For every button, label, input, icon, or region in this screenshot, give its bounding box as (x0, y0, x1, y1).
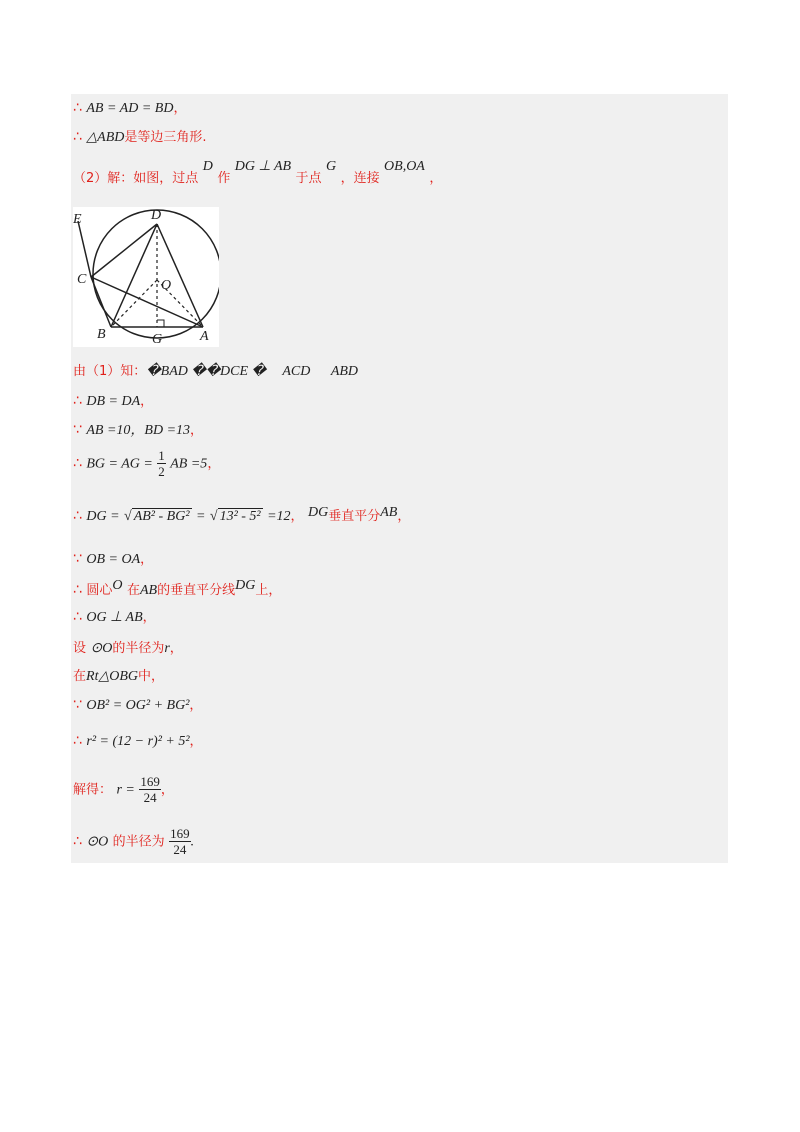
text: 垂直平分 (328, 509, 381, 524)
label-B: B (97, 327, 106, 342)
label-G: G (152, 332, 163, 347)
punct: ， (160, 782, 174, 798)
angle-label: ACD (282, 364, 311, 379)
text: 于点 (295, 171, 322, 186)
equation: r = (116, 782, 135, 798)
text: 的半径为 (112, 834, 165, 850)
triangle-label: △ABD (86, 130, 125, 145)
line-14 (73, 694, 202, 714)
label-C: C (77, 272, 87, 287)
garbled-equation: �BAD ��DCE � (146, 364, 266, 379)
numerator: 169 (140, 774, 160, 789)
punct: . (190, 834, 195, 850)
equation: =12 (267, 509, 291, 524)
circle-diagram (73, 207, 219, 347)
point-label: G (325, 159, 337, 174)
point-label: O (112, 578, 123, 593)
sqrt-sign: √ (209, 509, 218, 524)
text: 由（1）知： (73, 364, 147, 379)
text: 的半径为 (112, 641, 165, 656)
text: （2）解：如图，过点 (73, 171, 199, 186)
segment-DB (111, 224, 157, 327)
right-angle-mark (157, 320, 164, 327)
numerator: 1 (158, 448, 165, 463)
therefore-symbol: ∴ (73, 733, 82, 749)
punct: ， (207, 456, 221, 472)
line-2 (73, 126, 207, 146)
equation: AB = AD = BD (86, 101, 174, 116)
text: 中， (138, 669, 165, 684)
equation: AB =10，BD =13 (86, 423, 191, 438)
punct: ， (140, 394, 154, 409)
fraction-169-24 (139, 774, 161, 805)
punct: ， (189, 734, 203, 749)
text: ，连接 (340, 171, 380, 186)
label-O: O (161, 278, 172, 293)
label-A: A (200, 329, 209, 344)
fraction-169-24 (169, 826, 191, 857)
line-11 (73, 606, 156, 626)
therefore-symbol: ∴ (73, 582, 82, 598)
therefore-symbol: ∴ (73, 609, 82, 625)
equation: DG ⊥ AB (234, 159, 292, 174)
equation: OG ⊥ AB (86, 610, 143, 625)
punct: ， (397, 509, 411, 524)
segment-label: DG (235, 578, 256, 593)
line-9 (73, 548, 153, 568)
geometry-figure (73, 207, 219, 347)
circle-label: ⊙O (86, 834, 109, 850)
segment-CD (91, 224, 157, 277)
punct: ， (429, 171, 443, 186)
circle-label: ⊙O (90, 641, 113, 656)
because-symbol: ∵ (73, 422, 82, 438)
punct: ， (140, 552, 154, 567)
line-8 (73, 505, 410, 525)
therefore-symbol: ∴ (73, 100, 82, 116)
text: 的垂直平分线 (157, 583, 236, 598)
label-D: D (151, 208, 162, 223)
line-17 (73, 826, 194, 857)
therefore-symbol: ∴ (73, 129, 82, 145)
equation: OB² = OG² + BG² (86, 698, 190, 713)
equation: DG = (86, 509, 120, 524)
punct: ， (173, 101, 187, 116)
line-15 (73, 730, 203, 750)
text: 解得： (73, 782, 113, 798)
segment-labels: OB,OA (384, 159, 425, 174)
therefore-symbol: ∴ (73, 393, 82, 409)
therefore-symbol: ∴ (73, 455, 82, 472)
text: 作 (217, 171, 231, 186)
denominator: 24 (173, 842, 187, 857)
fraction-one-half (157, 448, 166, 479)
text: 在 (126, 583, 140, 598)
line-3 (73, 159, 443, 187)
equals: = (195, 509, 206, 524)
segment-label: AB (139, 583, 158, 598)
text: 上， (255, 583, 282, 598)
line-6 (73, 419, 203, 439)
sqrt-sign: √ (124, 509, 132, 524)
equation: AB =5 (170, 456, 208, 472)
point-label: D (202, 159, 213, 174)
because-symbol: ∵ (73, 551, 82, 567)
radicand: AB² - BG² (133, 509, 190, 524)
line-16 (73, 774, 174, 805)
denominator: 2 (158, 464, 165, 479)
punct: ， (190, 423, 204, 438)
line-10 (73, 579, 281, 599)
text: 设 (73, 641, 87, 656)
line-4 (73, 360, 358, 380)
angle-label: ABD (330, 364, 359, 379)
punct: ， (290, 509, 304, 524)
text: 在 (73, 669, 87, 684)
numerator: 169 (170, 826, 190, 841)
text: 圆心 (86, 583, 113, 598)
variable-r: r (164, 641, 170, 656)
because-symbol: ∵ (73, 697, 82, 713)
punct: ， (142, 610, 156, 625)
punct: ， (189, 698, 203, 713)
punct: ， (169, 641, 183, 656)
equation: BG = AG = (86, 456, 153, 472)
therefore-symbol: ∴ (73, 508, 82, 524)
line-1 (73, 97, 186, 117)
equation: r² = (12 − r)² + 5² (86, 734, 190, 749)
label-E: E (73, 212, 82, 227)
radicand: 13² - 5² (219, 509, 261, 524)
therefore-symbol: ∴ (73, 833, 82, 850)
segment-label: AB (380, 505, 398, 520)
denominator: 24 (143, 790, 157, 805)
segment-CE (78, 221, 91, 277)
equation: OB = OA (86, 552, 141, 567)
line-7 (73, 448, 220, 479)
equation: DB = DA (86, 394, 141, 409)
text: 是等边三角形. (124, 130, 207, 145)
segment-label: DG (308, 505, 329, 520)
line-12 (73, 637, 183, 657)
line-13 (73, 665, 164, 685)
segment-DA (157, 224, 203, 327)
line-5 (73, 390, 153, 410)
triangle-label: Rt△OBG (86, 669, 138, 684)
